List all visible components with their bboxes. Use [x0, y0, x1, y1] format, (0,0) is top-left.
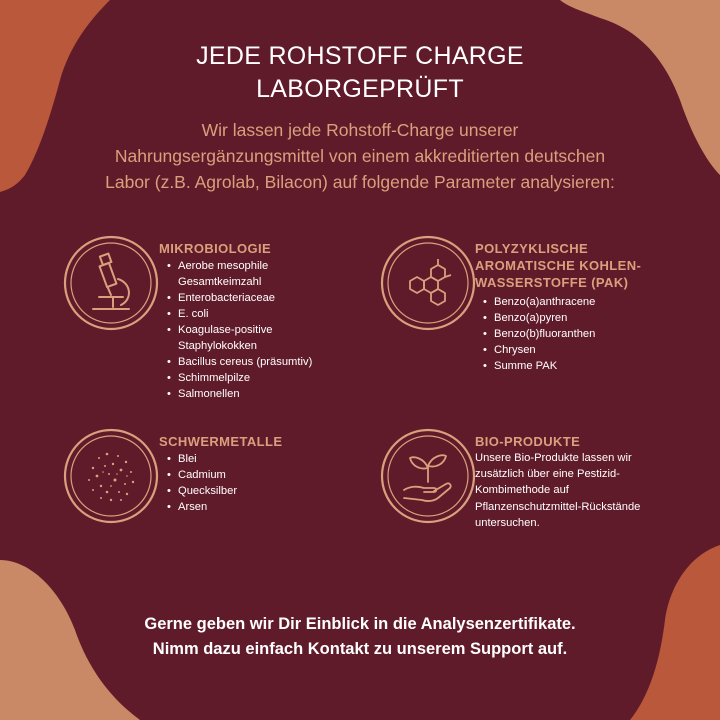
list-item: • Enterobacteriaceae [167, 290, 347, 306]
list-item: • Koagulase-positive Staphylokokken [167, 322, 298, 354]
molecule-icon [380, 235, 476, 331]
footer-text [0, 612, 720, 662]
intro-line-1: Wir lassen jede Rohstoff-Charge unserer [201, 120, 519, 140]
list-item: • Quecksilber [167, 483, 327, 499]
footer-line-2: Nimm dazu einfach Kontakt zu unserem Support auf. [152, 640, 568, 658]
section-title-pak-line-3: WASSERSTOFFE (PAK) [475, 275, 629, 290]
list-item: • Arsen [167, 499, 327, 515]
page-title-line-1: JEDE ROHSTOFF CHARGE [196, 42, 524, 70]
list-pak [483, 294, 673, 374]
list-item: • Schimmelpilze [167, 370, 347, 386]
section-title-pak-line-1: POLYZYKLISCHE [475, 241, 589, 256]
bio-description [475, 450, 665, 531]
footer-line-1: Gerne geben wir Dir Einblick in die Analysenzertifikate. [144, 615, 576, 633]
bio-description-line-4: Pflanzenschutzmittel-Rückstände [475, 500, 641, 513]
list-item: • E. coli [167, 306, 347, 322]
list-item: • Aerobe mesophile Gesamtkeimzahl [167, 258, 298, 290]
intro-text [80, 117, 640, 195]
section-title-pak [475, 240, 675, 291]
list-schwermetalle [167, 451, 327, 515]
list-item: • Benzo(b)fluoranthen [483, 326, 673, 342]
particles-icon [63, 428, 159, 524]
page-title-line-2: LABORGEPRÜFT [256, 75, 464, 103]
list-item: • Chrysen [483, 342, 673, 358]
list-item: • Benzo(a)pyren [483, 310, 673, 326]
bio-description-line-2: zusätzlich über eine Pestizid- [475, 468, 620, 481]
section-title-pak-line-2: AROMATISCHE KOHLEN- [475, 258, 642, 273]
section-title-mikrobiologie: MIKROBIOLOGIE [159, 241, 272, 256]
bio-description-line-5: untersuchen. [475, 516, 540, 529]
list-item: • Salmonellen [167, 386, 347, 402]
list-item: • Cadmium [167, 467, 327, 483]
section-title-bio: BIO-PRODUKTE [475, 434, 581, 449]
microscope-icon [63, 235, 159, 331]
intro-line-2: Nahrungsergänzungsmittel von einem akkreditierten deutschen [114, 146, 606, 166]
page-title [0, 40, 720, 106]
section-title-schwermetalle: SCHWERMETALLE [159, 434, 283, 449]
list-item: • Summe PAK [483, 358, 673, 374]
sprout-hand-icon [380, 428, 476, 524]
list-item: • Blei [167, 451, 327, 467]
intro-line-3: Labor (z.B. Agrolab, Bilacon) auf folgende Parameter analysieren: [105, 172, 615, 192]
list-item: • Benzo(a)anthracene [483, 294, 673, 310]
bio-description-line-3: Kombimethode auf [475, 484, 569, 497]
list-mikrobiologie [167, 258, 347, 402]
list-item: • Bacillus cereus (präsumtiv) [167, 354, 347, 370]
bio-description-line-1: Unsere Bio-Produkte lassen wir [475, 452, 632, 464]
